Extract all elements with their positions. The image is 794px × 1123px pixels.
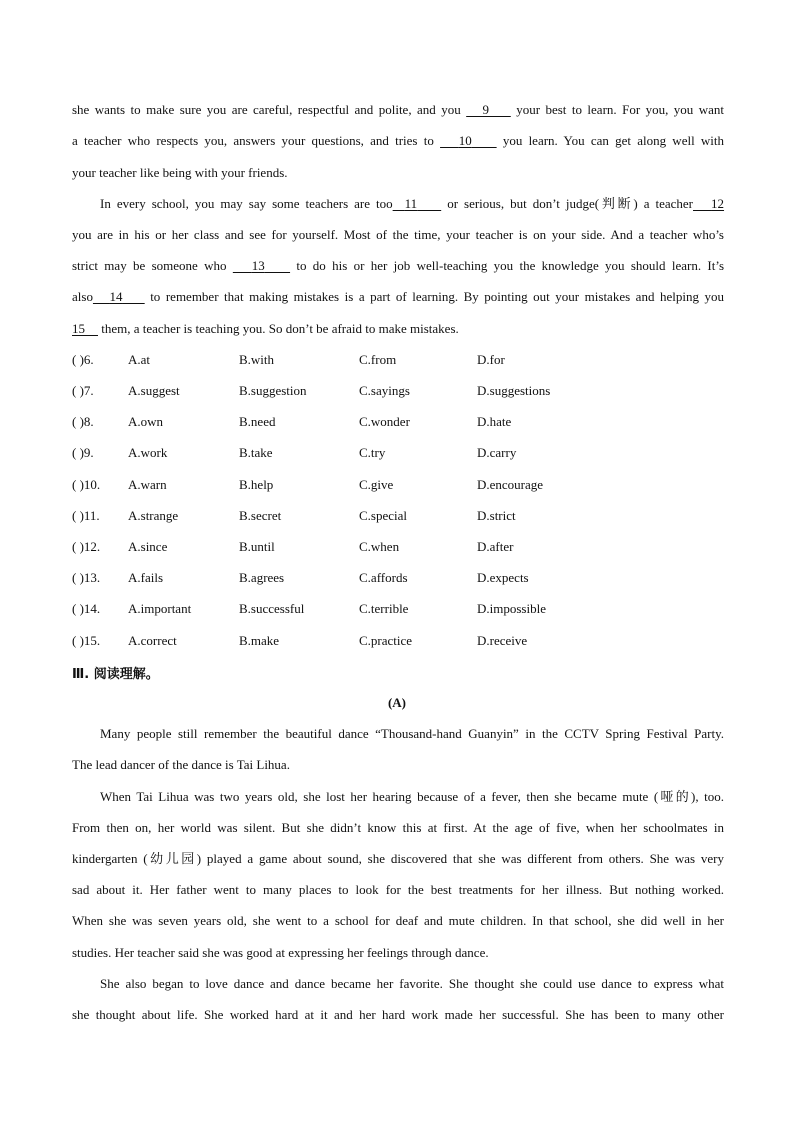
text: or serious, but don’t judge(判断) a teacher xyxy=(441,196,694,211)
option-d: D.expects xyxy=(477,570,529,585)
text: to do his or her job well-teaching you the knowledge you should learn. It’s xyxy=(290,258,724,273)
option-d: D.carry xyxy=(477,445,517,460)
option-a: A.own xyxy=(128,414,164,429)
option-b: B.agrees xyxy=(239,570,285,585)
blank-10: 10 xyxy=(458,133,472,148)
option-a: A.suggest xyxy=(128,383,180,398)
option-d: D.receive xyxy=(477,633,528,648)
reading-line: kindergarten (幼儿园) played a game about sound, she discovered that she was different from others. She was very xyxy=(72,851,724,866)
text: a teacher who respects you, answers your questions, and tries to xyxy=(72,133,441,148)
passage-line xyxy=(72,258,724,274)
text: In every school, you may say some teachers are too xyxy=(100,196,393,211)
text: strict may be someone who xyxy=(72,258,233,273)
question-number: ( )15. xyxy=(72,633,101,648)
option-a: A.fails xyxy=(128,570,164,585)
option-d: D.hate xyxy=(477,414,512,429)
text: them, a teacher is teaching you. So don’t be afraid to make mistakes. xyxy=(98,321,459,336)
option-d: D.encourage xyxy=(477,477,544,492)
blank-15: 15 xyxy=(72,321,85,336)
reading-line: studies. Her teacher said she was good at expressing her feelings through dance. xyxy=(72,945,489,960)
text: you learn. You can get along well with xyxy=(496,133,725,148)
question-number: ( )13. xyxy=(72,570,101,585)
passage-line: your teacher like being with your friends. xyxy=(72,165,288,180)
option-b: B.successful xyxy=(239,601,305,616)
option-c: C.try xyxy=(359,445,386,460)
subsection-title: (A) xyxy=(387,695,407,710)
text: your best to learn. For you, you want xyxy=(510,102,724,117)
reading-line: When she was seven years old, she went to a school for deaf and mute children. In that school, she did well in her xyxy=(72,913,724,928)
option-b: B.make xyxy=(239,633,280,648)
passage-line xyxy=(72,289,724,305)
option-c: C.terrible xyxy=(359,601,409,616)
passage-line xyxy=(72,102,724,118)
reading-line: When Tai Lihua was two years old, she lost her hearing because of a fever, then she became mute (哑的), too. xyxy=(100,789,724,804)
question-number: ( )12. xyxy=(72,539,101,554)
option-b: B.take xyxy=(239,445,273,460)
question-number: ( )9. xyxy=(72,445,94,460)
option-a: A.since xyxy=(128,539,168,554)
blank-14: 14 xyxy=(109,289,123,304)
option-a: A.correct xyxy=(128,633,177,648)
question-number: ( )6. xyxy=(72,352,94,367)
option-c: C.affords xyxy=(359,570,408,585)
option-c: C.sayings xyxy=(359,383,410,398)
question-number: ( )10. xyxy=(72,477,101,492)
option-d: D.suggestions xyxy=(477,383,551,398)
question-number: ( )14. xyxy=(72,601,101,616)
option-c: C.practice xyxy=(359,633,413,648)
blank-9: 9 xyxy=(482,102,489,117)
option-b: B.secret xyxy=(239,508,282,523)
question-number: ( )7. xyxy=(72,383,94,398)
option-b: B.with xyxy=(239,352,275,367)
blank-13: 13 xyxy=(251,258,265,273)
question-number: ( )11. xyxy=(72,508,100,523)
reading-line: she thought about life. She worked hard at it and her hard work made her successful. She has been to many other xyxy=(72,1007,724,1022)
passage-line xyxy=(100,196,724,212)
option-a: A.important xyxy=(128,601,192,616)
option-c: C.when xyxy=(359,539,400,554)
reading-line: The lead dancer of the dance is Tai Lihua. xyxy=(72,757,290,772)
option-d: D.for xyxy=(477,352,505,367)
option-a: A.work xyxy=(128,445,168,460)
option-c: C.from xyxy=(359,352,397,367)
blank-11: 11 xyxy=(404,196,418,211)
reading-line: Many people still remember the beautiful dance “Thousand-hand Guanyin” in the CCTV Spring Festival Party. xyxy=(100,726,724,741)
option-b: B.suggestion xyxy=(239,383,307,398)
question-number: ( )8. xyxy=(72,414,94,429)
reading-line: She also began to love dance and dance became her favorite. She thought she could use dance to express what xyxy=(100,976,724,991)
option-b: B.need xyxy=(239,414,276,429)
option-c: C.give xyxy=(359,477,394,492)
passage-line xyxy=(72,133,724,149)
reading-line: sad about it. Her father went to many places to look for the best treatments for her illness. But nothing worked. xyxy=(72,882,724,897)
option-d: D.after xyxy=(477,539,514,554)
option-d: D.impossible xyxy=(477,601,546,616)
passage-line: you are in his or her class and see for yourself. Most of the time, your teacher is on your side. And a teacher who’s xyxy=(72,227,724,242)
option-b: B.until xyxy=(239,539,275,554)
text: to remember that making mistakes is a part of learning. By pointing out your mistakes and helping you xyxy=(144,289,725,304)
option-c: C.special xyxy=(359,508,408,523)
reading-line: From then on, her world was silent. But she didn’t know this at first. At the age of five, when her schoolmates in xyxy=(72,820,724,835)
passage-line xyxy=(72,321,724,337)
option-a: A.strange xyxy=(128,508,179,523)
section-title: Ⅲ. 阅读理解。 xyxy=(72,667,159,682)
option-a: A.at xyxy=(128,352,151,367)
text: also xyxy=(72,289,93,304)
option-d: D.strict xyxy=(477,508,516,523)
option-c: C.wonder xyxy=(359,414,410,429)
option-a: A.warn xyxy=(128,477,167,492)
blank-12: 12 xyxy=(711,196,725,211)
text: she wants to make sure you are careful, respectful and polite, and you xyxy=(72,102,467,117)
option-b: B.help xyxy=(239,477,274,492)
